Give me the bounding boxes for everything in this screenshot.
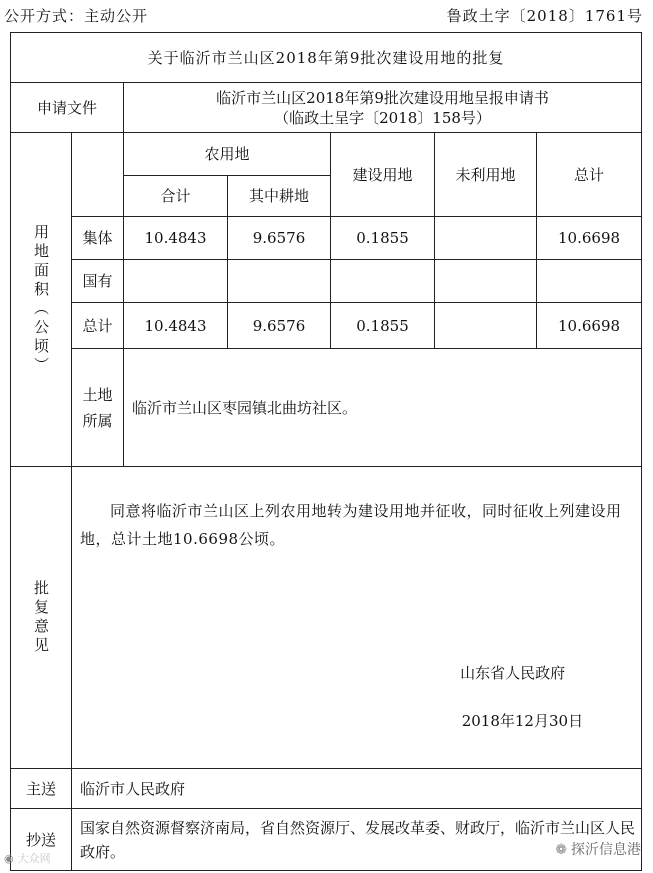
cell-farmland: 9.6576 [228,303,331,349]
disclosure-mode: 公开方式：主动公开 [4,7,149,25]
cell-total: 10.6698 [537,303,642,349]
approval-label-cell [11,467,72,769]
cell-farmland [228,260,331,303]
document-number: 鲁政土字〔2018〕1761号 [446,7,643,25]
row-label: 国有 [72,260,124,303]
issuing-authority: 山东省人民政府 [460,664,566,682]
cell-unused [435,217,537,260]
cc-value: 国家自然资源督察济南局，省自然资源厅、发展改革委、财政厅，临沂市兰山区人民政府。 [72,809,642,871]
land-area-label-cell [11,133,72,467]
send-to-label: 主送 [11,769,72,809]
cell-total [537,260,642,303]
approval-opinion [72,467,642,769]
application-line-1: 临沂市兰山区2018年第9批次建设用地呈报申请书 [216,88,549,107]
row-label: 总计 [72,303,124,349]
application-content [124,83,642,133]
ownership-value: 临沂市兰山区枣园镇北曲坊社区。 [124,349,642,467]
approval-date: 2018年12月30日 [461,712,584,730]
send-to-value: 临沂市人民政府 [72,769,642,809]
cell-subtotal: 10.4843 [124,303,228,349]
document-header [0,0,653,30]
wechat-icon: ❁ [555,842,567,858]
approval-label: 批复意见 [32,579,50,656]
farmland-header: 其中耕地 [228,176,331,217]
watermark-left [4,850,51,866]
cell-construction: 0.1855 [331,217,435,260]
table-row [11,217,642,260]
watermark-right [555,839,641,859]
approval-text: 同意将临沂市兰山区上列农用地转为建设用地并征收，同时征收上列建设用地，总计土地10.6698公顷。 [80,502,622,548]
ownership-label-cell [72,349,124,467]
approval-table [10,32,642,871]
weibo-icon: ◉ [4,852,14,865]
application-line-2: （临政土呈字〔2018〕158号） [274,108,491,127]
cell-unused [435,260,537,303]
cell-farmland: 9.6576 [228,217,331,260]
cc-label: 抄送 [11,809,72,871]
construction-header: 建设用地 [331,133,435,217]
cell-construction [331,260,435,303]
cell-unused [435,303,537,349]
table-row [11,303,642,349]
watermark-left-text: 大众网 [17,852,51,865]
application-label: 申请文件 [11,83,124,133]
ownership-label: 土地所属 [82,385,113,430]
blank-corner [72,133,124,217]
agricultural-header: 农用地 [124,133,331,176]
document-title: 关于临沂市兰山区2018年第9批次建设用地的批复 [11,33,642,83]
watermark-right-text: 探沂信息港 [571,842,641,858]
cell-subtotal [124,260,228,303]
subtotal-header: 合计 [124,176,228,217]
cell-construction: 0.1855 [331,303,435,349]
unused-header: 未利用地 [435,133,537,217]
total-header: 总计 [537,133,642,217]
cell-total: 10.6698 [537,217,642,260]
cell-subtotal: 10.4843 [124,217,228,260]
table-row [11,260,642,303]
land-area-label: 用地面积（公顷） [32,223,50,376]
row-label: 集体 [72,217,124,260]
